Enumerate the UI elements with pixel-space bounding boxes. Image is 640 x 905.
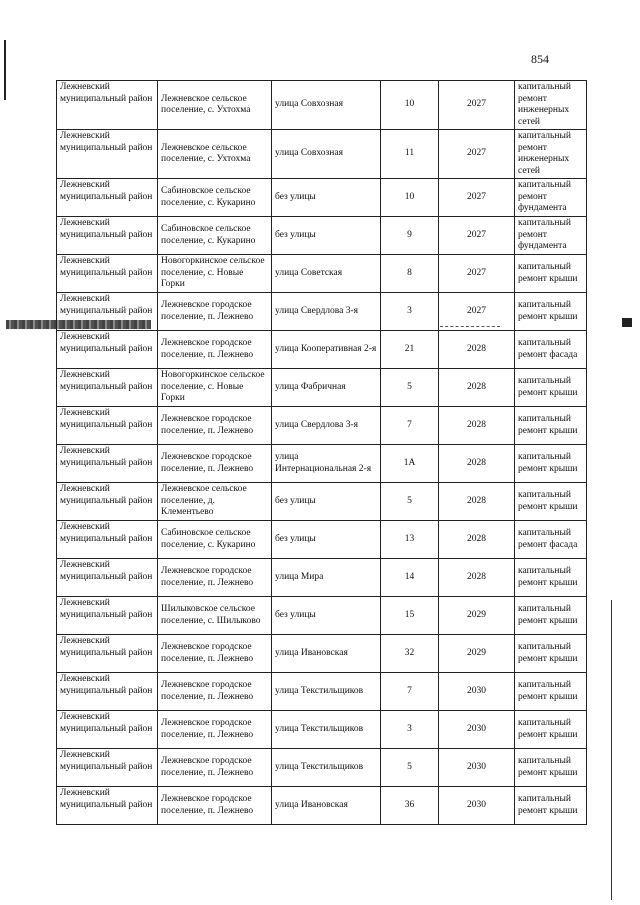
settlement-cell: Лежневское городское поселение, п. Лежнево	[158, 787, 272, 825]
settlement-cell: Лежневское сельское поселение, с. Ухтохма	[158, 130, 272, 179]
table-row	[57, 217, 587, 255]
street-cell: без улицы	[272, 521, 381, 559]
year-cell: 2028	[439, 445, 515, 483]
table-row	[57, 483, 587, 521]
district-cell: Лежневский муниципальный район	[57, 217, 158, 255]
district-cell: Лежневский муниципальный район	[57, 445, 158, 483]
house-number-cell: 14	[381, 559, 439, 597]
year-cell: 2028	[439, 369, 515, 407]
street-cell: улица Текстильщиков	[272, 673, 381, 711]
table-row	[57, 711, 587, 749]
year-cell: 2027	[439, 130, 515, 179]
district-cell: Лежневский муниципальный район	[57, 255, 158, 293]
settlement-cell: Лежневское городское поселение, п. Лежнево	[158, 711, 272, 749]
year-cell: 2028	[439, 521, 515, 559]
year-cell: 2028	[439, 331, 515, 369]
work-type-cell: капитальный ремонт крыши	[515, 369, 587, 407]
year-cell: 2027	[439, 81, 515, 130]
house-number-cell: 32	[381, 635, 439, 673]
district-cell: Лежневский муниципальный район	[57, 407, 158, 445]
street-cell: улица Советская	[272, 255, 381, 293]
settlement-cell: Новогоркинское сельское поселение, с. Новые Горки	[158, 369, 272, 407]
year-cell: 2030	[439, 787, 515, 825]
house-number-cell: 7	[381, 407, 439, 445]
street-cell: улица Совхозная	[272, 81, 381, 130]
street-cell: улица Текстильщиков	[272, 711, 381, 749]
table-body	[57, 81, 587, 825]
house-number-cell: 5	[381, 369, 439, 407]
street-cell: без улицы	[272, 179, 381, 217]
district-cell: Лежневский муниципальный район	[57, 673, 158, 711]
house-number-cell: 3	[381, 293, 439, 331]
table-row	[57, 81, 587, 130]
street-cell: улица Фабричная	[272, 369, 381, 407]
work-type-cell: капитальный ремонт крыши	[515, 711, 587, 749]
settlement-cell: Сабиновское сельское поселение, с. Кукарино	[158, 217, 272, 255]
district-cell: Лежневский муниципальный район	[57, 331, 158, 369]
settlement-cell: Лежневское городское поселение, п. Лежнево	[158, 673, 272, 711]
year-cell: 2029	[439, 635, 515, 673]
district-cell: Лежневский муниципальный район	[57, 711, 158, 749]
year-cell: 2027	[439, 255, 515, 293]
table-row	[57, 673, 587, 711]
year-cell: 2028	[439, 407, 515, 445]
year-cell: 2028	[439, 559, 515, 597]
table-row	[57, 559, 587, 597]
scan-margin-bar-right	[611, 600, 612, 900]
settlement-cell: Лежневское городское поселение, п. Лежнево	[158, 749, 272, 787]
district-cell: Лежневский муниципальный район	[57, 81, 158, 130]
work-type-cell: капитальный ремонт крыши	[515, 407, 587, 445]
street-cell: улица Ивановская	[272, 787, 381, 825]
house-number-cell: 10	[381, 81, 439, 130]
table-row	[57, 255, 587, 293]
house-number-cell: 5	[381, 749, 439, 787]
work-type-cell: капитальный ремонт инженерных сетей	[515, 130, 587, 179]
work-type-cell: капитальный ремонт крыши	[515, 673, 587, 711]
house-number-cell: 21	[381, 331, 439, 369]
work-type-cell: капитальный ремонт фундамента	[515, 179, 587, 217]
settlement-cell: Лежневское сельское поселение, д. Клементьево	[158, 483, 272, 521]
year-cell: 2030	[439, 673, 515, 711]
settlement-cell: Лежневское городское поселение, п. Лежнево	[158, 559, 272, 597]
district-cell: Лежневский муниципальный район	[57, 787, 158, 825]
work-type-cell: капитальный ремонт крыши	[515, 255, 587, 293]
table-row	[57, 635, 587, 673]
district-cell: Лежневский муниципальный район	[57, 597, 158, 635]
year-cell: 2028	[439, 483, 515, 521]
district-cell: Лежневский муниципальный район	[57, 521, 158, 559]
table-row	[57, 331, 587, 369]
year-cell: 2027	[439, 179, 515, 217]
housing-repair-table	[56, 80, 587, 825]
street-cell: улица Свердлова 3-я	[272, 293, 381, 331]
year-cell: 2030	[439, 749, 515, 787]
year-cell: 2030	[439, 711, 515, 749]
district-cell: Лежневский муниципальный район	[57, 130, 158, 179]
page-number: 854	[531, 52, 549, 66]
house-number-cell: 10	[381, 179, 439, 217]
table-row	[57, 749, 587, 787]
year-cell: 2027	[439, 293, 515, 331]
house-number-cell: 36	[381, 787, 439, 825]
table-row	[57, 521, 587, 559]
table-row	[57, 445, 587, 483]
work-type-cell: капитальный ремонт крыши	[515, 559, 587, 597]
settlement-cell: Шилыковское сельское поселение, с. Шилыково	[158, 597, 272, 635]
table-row	[57, 407, 587, 445]
house-number-cell: 7	[381, 673, 439, 711]
street-cell: без улицы	[272, 217, 381, 255]
year-cell: 2027	[439, 217, 515, 255]
house-number-cell: 3	[381, 711, 439, 749]
house-number-cell: 5	[381, 483, 439, 521]
street-cell: улица Свердлова 3-я	[272, 407, 381, 445]
work-type-cell: капитальный ремонт фундамента	[515, 217, 587, 255]
work-type-cell: капитальный ремонт крыши	[515, 635, 587, 673]
street-cell: улица Кооперативная 2-я	[272, 331, 381, 369]
table-row	[57, 787, 587, 825]
settlement-cell: Сабиновское сельское поселение, с. Кукарино	[158, 521, 272, 559]
street-cell: улица Совхозная	[272, 130, 381, 179]
settlement-cell: Лежневское городское поселение, п. Лежнево	[158, 445, 272, 483]
work-type-cell: капитальный ремонт крыши	[515, 445, 587, 483]
settlement-cell: Лежневское городское поселение, п. Лежнево	[158, 635, 272, 673]
district-cell: Лежневский муниципальный район	[57, 293, 158, 331]
street-cell: улица Ивановская	[272, 635, 381, 673]
district-cell: Лежневский муниципальный район	[57, 749, 158, 787]
district-cell: Лежневский муниципальный район	[57, 179, 158, 217]
house-number-cell: 8	[381, 255, 439, 293]
district-cell: Лежневский муниципальный район	[57, 635, 158, 673]
settlement-cell: Лежневское городское поселение, п. Лежнево	[158, 331, 272, 369]
street-cell: улица Мира	[272, 559, 381, 597]
settlement-cell: Лежневское городское поселение, п. Лежнево	[158, 407, 272, 445]
scan-artifact-right	[622, 318, 632, 327]
district-cell: Лежневский муниципальный район	[57, 483, 158, 521]
work-type-cell: капитальный ремонт крыши	[515, 749, 587, 787]
work-type-cell: капитальный ремонт крыши	[515, 483, 587, 521]
scan-margin-bar-left	[4, 40, 6, 100]
work-type-cell: капитальный ремонт фасада	[515, 331, 587, 369]
house-number-cell: 9	[381, 217, 439, 255]
settlement-cell: Новогоркинское сельское поселение, с. Новые Горки	[158, 255, 272, 293]
settlement-cell: Лежневское городское поселение, п. Лежнево	[158, 293, 272, 331]
street-cell: без улицы	[272, 483, 381, 521]
house-number-cell: 1А	[381, 445, 439, 483]
district-cell: Лежневский муниципальный район	[57, 369, 158, 407]
table-row	[57, 597, 587, 635]
work-type-cell: капитальный ремонт крыши	[515, 597, 587, 635]
street-cell: улица Интернациональная 2-я	[272, 445, 381, 483]
work-type-cell: капитальный ремонт крыши	[515, 293, 587, 331]
house-number-cell: 13	[381, 521, 439, 559]
work-type-cell: капитальный ремонт фасада	[515, 521, 587, 559]
year-cell: 2029	[439, 597, 515, 635]
work-type-cell: капитальный ремонт инженерных сетей	[515, 81, 587, 130]
house-number-cell: 11	[381, 130, 439, 179]
table-row	[57, 369, 587, 407]
street-cell: улица Текстильщиков	[272, 749, 381, 787]
table-row	[57, 179, 587, 217]
settlement-cell: Лежневское сельское поселение, с. Ухтохма	[158, 81, 272, 130]
table-row	[57, 130, 587, 179]
house-number-cell: 15	[381, 597, 439, 635]
district-cell: Лежневский муниципальный район	[57, 559, 158, 597]
street-cell: без улицы	[272, 597, 381, 635]
settlement-cell: Сабиновское сельское поселение, с. Кукарино	[158, 179, 272, 217]
table-row	[57, 293, 587, 331]
work-type-cell: капитальный ремонт крыши	[515, 787, 587, 825]
